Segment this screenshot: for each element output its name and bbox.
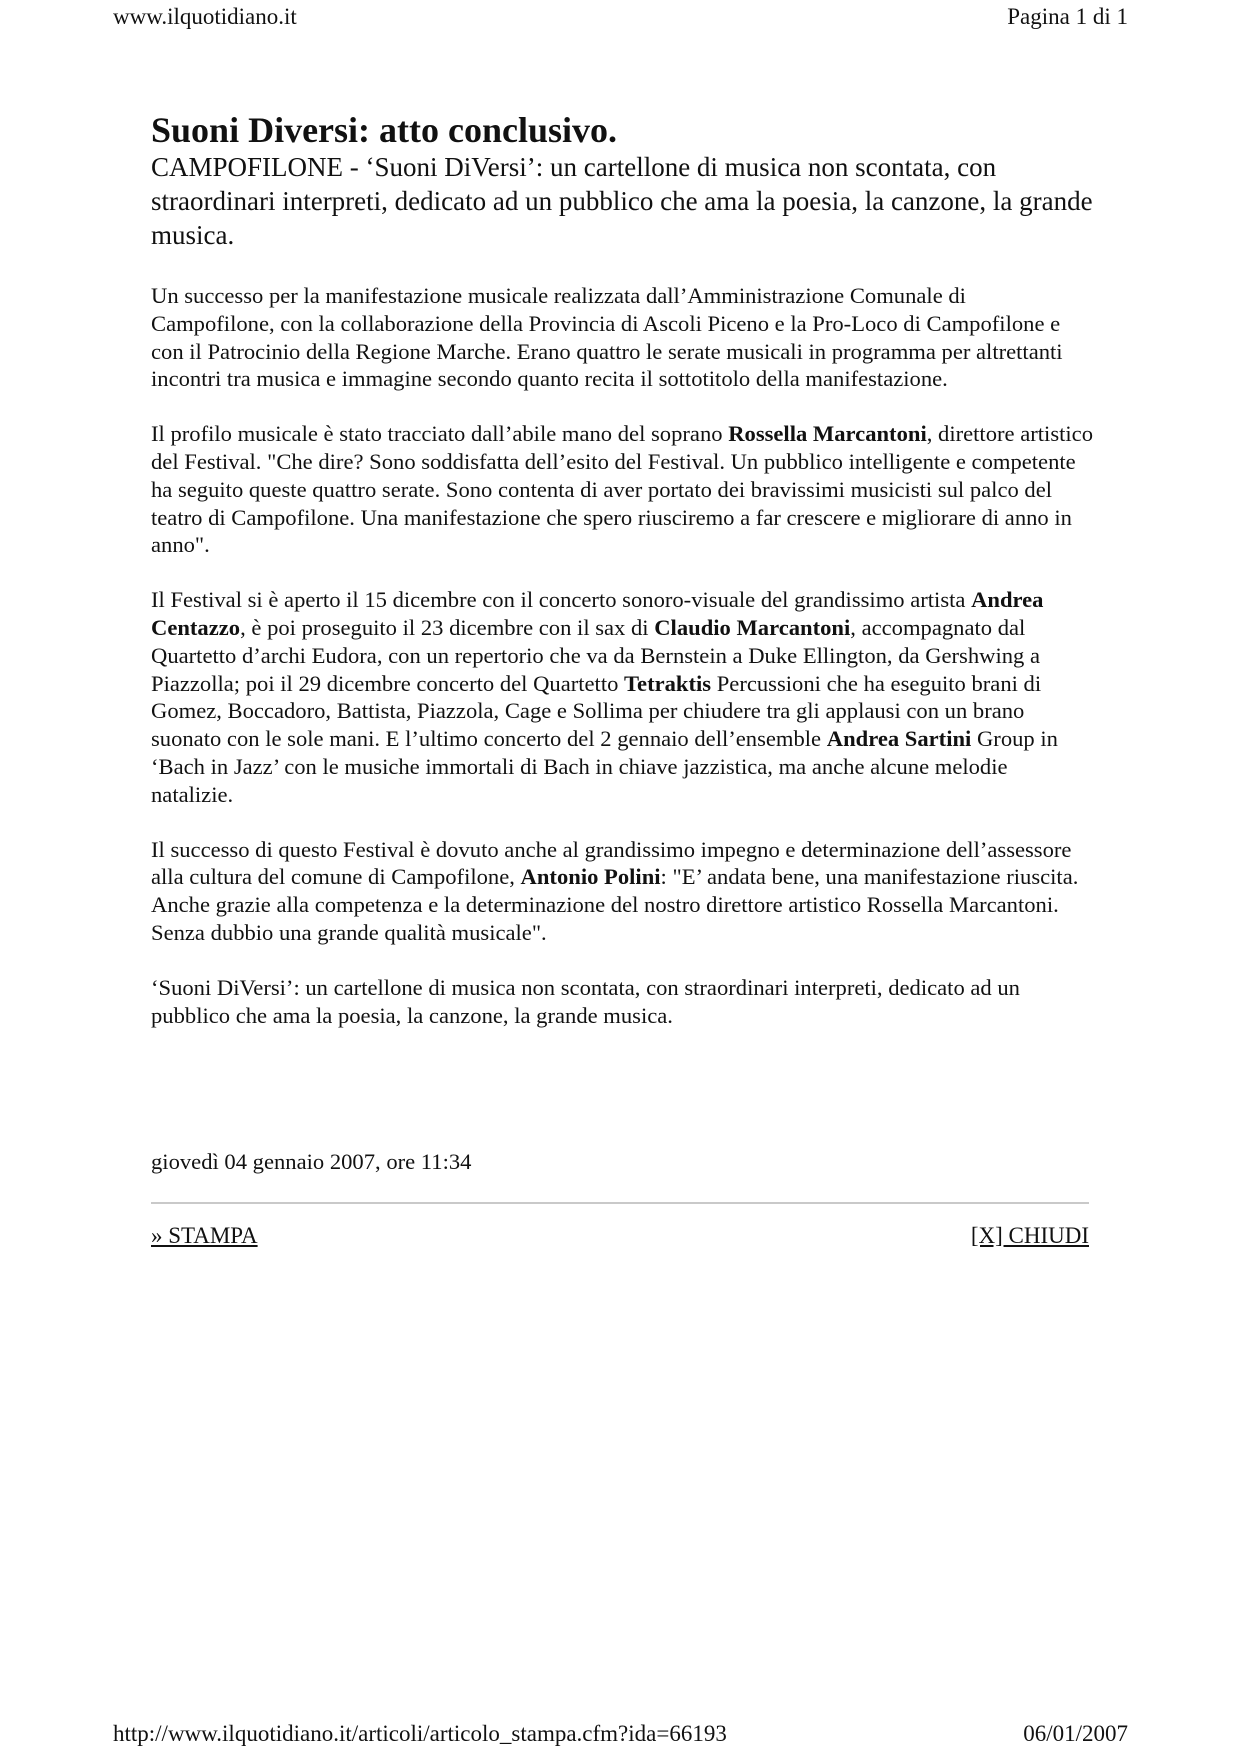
article [151, 110, 1095, 1029]
paragraph-text: Il successo di questo Festival è dovuto anche al grandissimo impegno e determinazione dell’assessore alla cultura del comune di Campofilone, [151, 836, 1072, 890]
paragraph-text: , direttore artistico del Festival. "Che dire? Sono soddisfatta dell’esito del Festival. Un pubblico intelligente e competente ha seguito queste quattro serate. Sono contenta di aver portato dei bravissimi musicisti sul palco del teatro di Campofilone. Una manifestazione che spero riusciremo a far crescere e migliorare di anno in anno". [151, 421, 1093, 558]
person-name: Antonio Polini [520, 864, 661, 890]
paragraph-text: Percussioni che ha eseguito brani di Gomez, Boccadoro, Battista, Piazzola, Cage e Sollima per chiudere tra gli applausi con un brano suonato con le sole mani. E l’ultimo concerto del 2 gennaio dell’ensemble [151, 670, 1042, 752]
print-date: 06/01/2007 [1023, 1721, 1128, 1746]
page-number: Pagina 1 di 1 [1007, 4, 1128, 29]
paragraph-2 [151, 420, 1095, 559]
paragraph-5: ‘Suoni DiVersi’: un cartellone di musica non scontata, con straordinari interpreti, dedicato ad un pubblico che ama la poesia, la canzone, la grande musica. [151, 974, 1020, 1028]
person-name: Claudio Marcantoni [654, 614, 851, 640]
paragraph-text: Group in ‘Bach in Jazz’ con le musiche immortali di Bach in chiave jazzistica, ma anche alcune melodie natalizie. [151, 726, 1058, 807]
article-url: http://www.ilquotidiano.it/articoli/articolo_stampa.cfm?ida=66193 [113, 1721, 727, 1746]
paragraph-text: , è poi proseguito il 23 dicembre con il sax di [240, 614, 655, 640]
paragraph-text: : "E’ andata bene, una manifestazione riuscita. Anche grazie alla competenza e la determinazione del nostro direttore artistico Rossella Marcantoni. Senza dubbio una grande qualità musicale". [151, 864, 1079, 945]
paragraph-3 [151, 586, 1095, 808]
paragraph-4 [151, 836, 1095, 947]
paragraph-text: , accompagnato dal Quartetto d’archi Eudora, con un repertorio che va da Bernstein a Duke Ellington, da Gershwing a Piazzolla; poi il 29 dicembre concerto del Quartetto [151, 614, 1041, 696]
print-header [113, 5, 1128, 28]
close-link[interactable]: [X] CHIUDI [970, 1223, 1089, 1248]
person-name: Andrea Sartini [826, 726, 972, 752]
print-footer [113, 1722, 1128, 1745]
person-name: Rossella Marcantoni [728, 421, 927, 447]
article-title: Suoni Diversi: atto conclusivo. [151, 110, 618, 150]
paragraph-text: Il profilo musicale è stato tracciato dall’abile mano del soprano [151, 421, 729, 447]
article-actions [151, 1222, 1089, 1250]
site-url: www.ilquotidiano.it [113, 4, 297, 29]
paragraph-1: Un successo per la manifestazione musicale realizzata dall’Amministrazione Comunale di Campofilone, con la collaborazione della Provincia di Ascoli Piceno e la Pro-Loco di Campofilone e con il Patrocinio della Regione Marche. Erano quattro le serate musicali in programma per altrettanti incontri tra musica e immagine secondo quanto recita il sottotitolo della manifestazione. [151, 283, 1063, 392]
article-timestamp: giovedì 04 gennaio 2007, ore 11:34 [151, 1149, 472, 1174]
divider [151, 1202, 1089, 1204]
person-name: Andrea Centazzo [151, 587, 1044, 640]
ensemble-name: Tetraktis [624, 670, 712, 696]
print-link[interactable]: » STAMPA [151, 1223, 258, 1248]
paragraph-text: Il Festival si è aperto il 15 dicembre con il concerto sonoro-visuale del grandissimo artista [151, 587, 972, 613]
article-lead: CAMPOFILONE - ‘Suoni DiVersi’: un cartellone di musica non scontata, con straordinari interpreti, dedicato ad un pubblico che ama la poesia, la canzone, la grande musica. [151, 152, 1093, 250]
